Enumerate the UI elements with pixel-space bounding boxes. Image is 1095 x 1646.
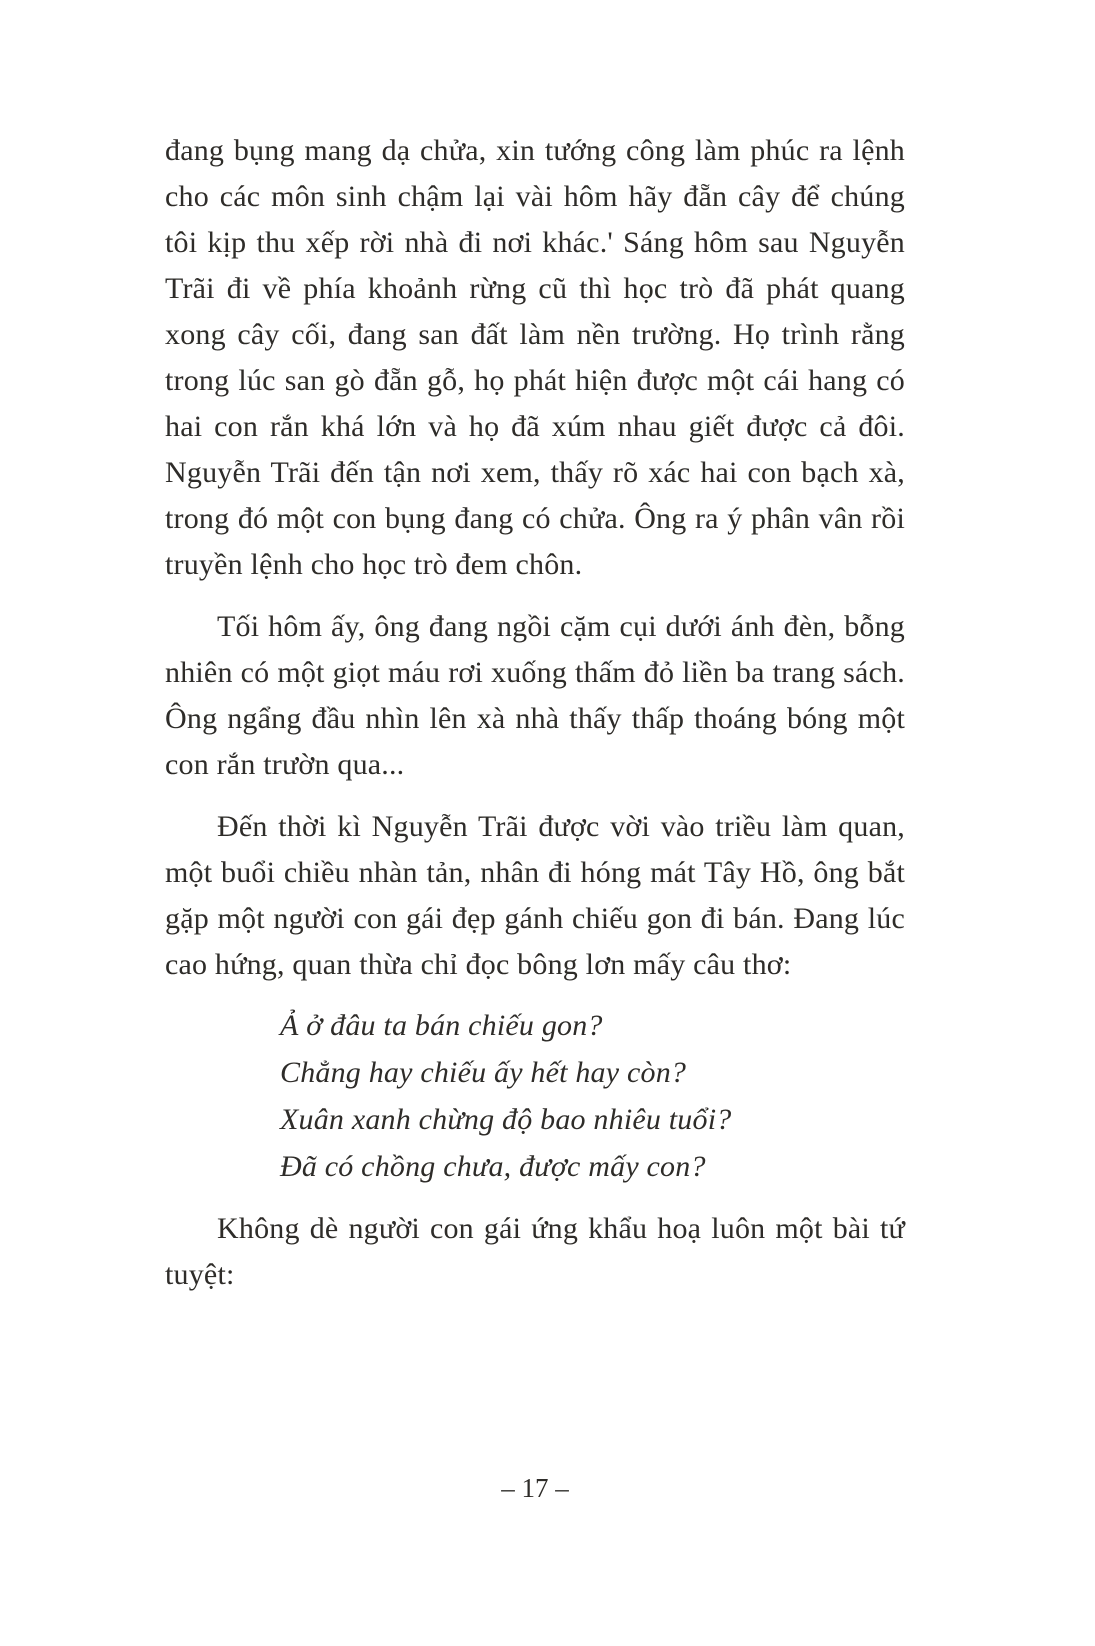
page-number: – 17 – (501, 1473, 569, 1503)
body-paragraph-1: đang bụng mang dạ chửa, xin tướng công làm phúc ra lệnh cho các môn sinh chậm lại vài hôm hãy đẵn cây để chúng tôi kịp thu xếp rời nhà đi nơi khác.' Sáng hôm sau Nguyễn Trãi đi về phía khoảnh rừng cũ thì học trò đã phát quang xong cây cối, đang san đất làm nền trường. Họ trình rằng trong lúc san gò đẵn gỗ, họ phát hiện được một cái hang có hai con rắn khá lớn và họ đã xúm nhau giết được cả đôi. Nguyễn Trãi đến tận nơi xem, thấy rõ xác hai con bạch xà, trong đó một con bụng đang có chửa. Ông ra ý phân vân rồi truyền lệnh cho học trò đem chôn. (165, 134, 905, 581)
body-paragraph-2: Tối hôm ấy, ông đang ngồi cặm cụi dưới ánh đèn, bỗng nhiên có một giọt máu rơi xuống thấm đỏ liền ba trang sách. Ông ngẩng đầu nhìn lên xà nhà thấy thấp thoáng bóng một con rắn trườn qua... (165, 610, 905, 781)
poem-line-2: Chẳng hay chiếu ấy hết hay còn? (280, 1056, 687, 1089)
body-paragraph-4: Không dè người con gái ứng khẩu hoạ luôn một bài tứ tuyệt: (165, 1212, 905, 1291)
poem-block (165, 1002, 905, 1190)
poem-line-4: Đã có chồng chưa, được mấy con? (280, 1150, 706, 1183)
poem-line-1: Ả ở đâu ta bán chiếu gon? (280, 1009, 603, 1042)
body-paragraph-3: Đến thời kì Nguyễn Trãi được vời vào triều làm quan, một buổi chiều nhàn tản, nhân đi hóng mát Tây Hồ, ông bắt gặp một người con gái đẹp gánh chiếu gon đi bán. Đang lúc cao hứng, quan thừa chỉ đọc bông lơn mấy câu thơ: (165, 810, 905, 981)
poem-line-3: Xuân xanh chừng độ bao nhiêu tuổi? (280, 1103, 732, 1136)
